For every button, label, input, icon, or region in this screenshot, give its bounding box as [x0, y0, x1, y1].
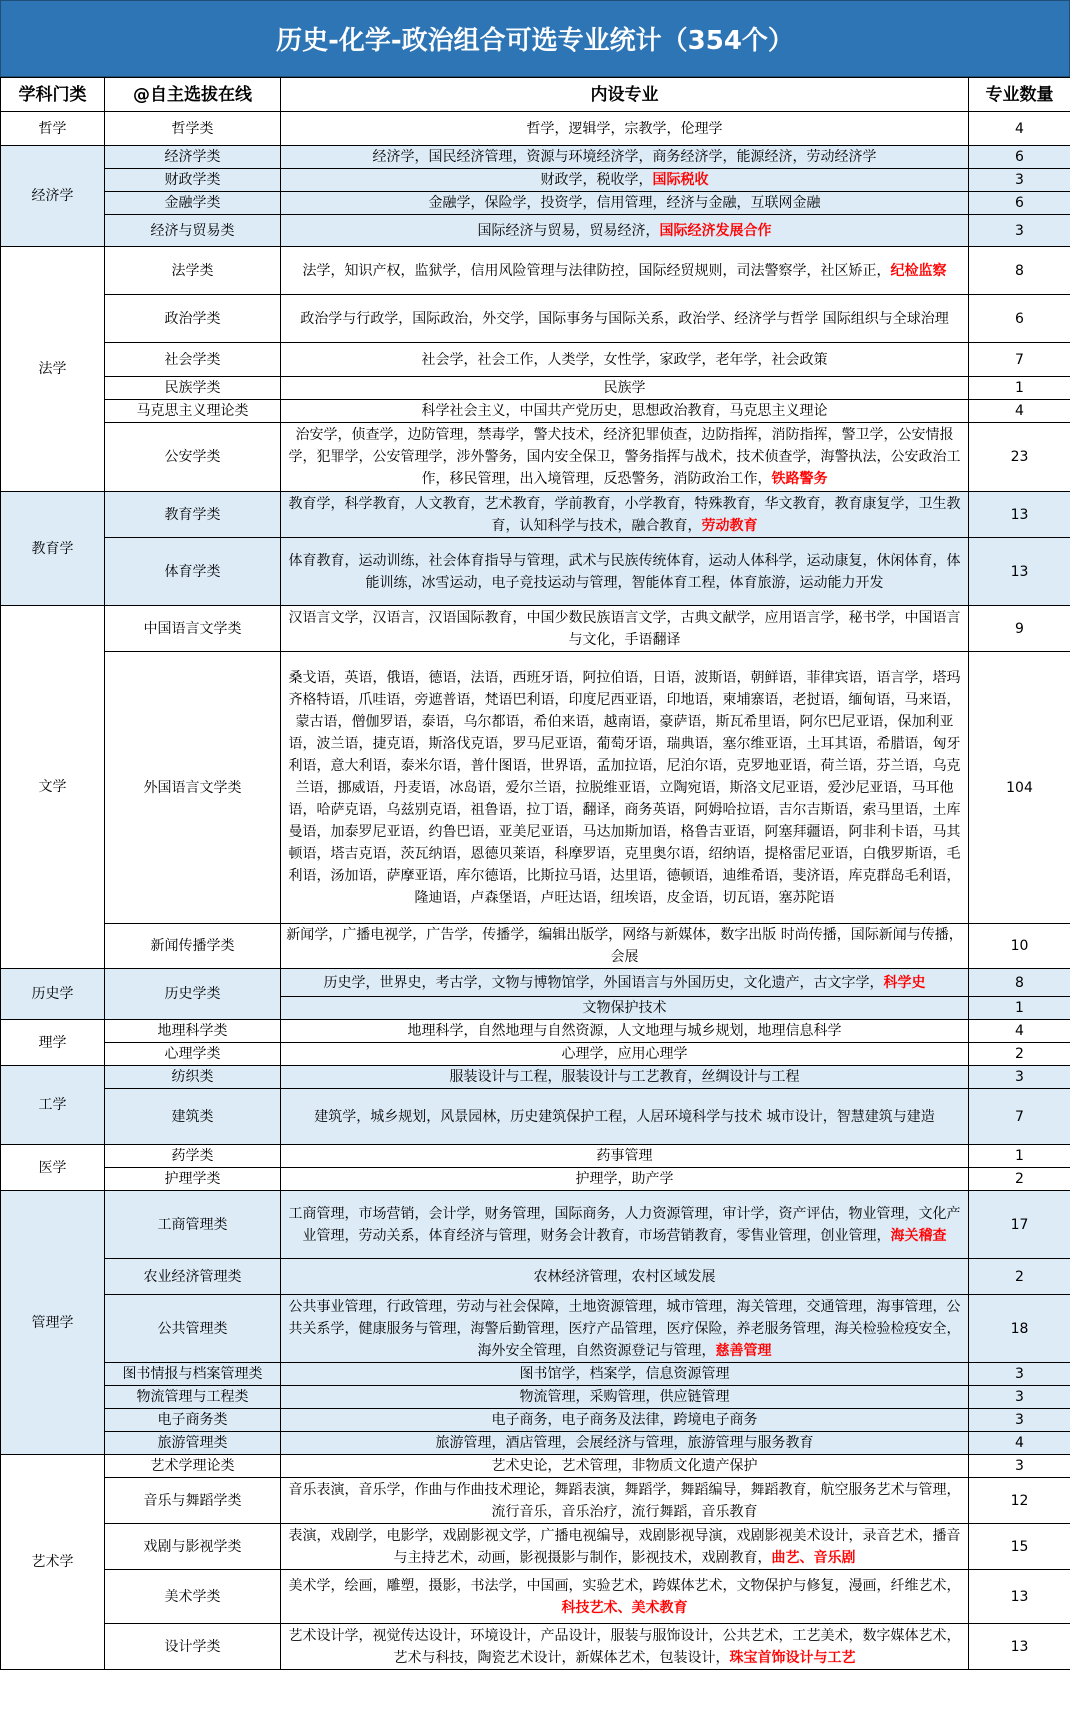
majors-text: 艺术史论，艺术管理，非物质文化遗产保护 [491, 1458, 758, 1474]
majors-cell [281, 1145, 969, 1168]
majors-cell [281, 169, 969, 192]
majors-cell [281, 1386, 969, 1409]
table-row [1, 1020, 1070, 1043]
count-cell: 13 [969, 492, 1070, 538]
count-cell: 12 [969, 1478, 1070, 1524]
subcategory-cell: 社会学类 [105, 343, 281, 377]
majors-text: 教育学，科学教育，人文教育，艺术教育，学前教育，小学教育，特殊教育，华文教育，教育康复学，卫生教育，认知科学与技术，融合教育， [288, 495, 961, 534]
count-cell: 1 [969, 997, 1070, 1020]
majors-cell [281, 924, 969, 969]
count-cell: 13 [969, 1570, 1070, 1624]
subcategory-cell: 财政学类 [105, 169, 281, 192]
header-category: 学科门类 [1, 78, 105, 112]
table-row [1, 1624, 1070, 1670]
table-row [1, 377, 1070, 400]
subcategory-cell: 外国语言文学类 [105, 652, 281, 924]
table-row [1, 969, 1070, 997]
majors-text: 文物保护技术 [582, 1000, 667, 1016]
majors-text: 图书馆学，档案学，信息资源管理 [519, 1366, 730, 1382]
highlighted-major: 纪检监察 [890, 262, 947, 279]
majors-text: 金融学，保险学，投资学，信用管理，经济与金融，互联网金融 [428, 195, 821, 211]
header-majors: 内设专业 [281, 78, 969, 112]
count-cell: 104 [969, 652, 1070, 924]
highlighted-major: 科学史 [883, 974, 926, 991]
category-cell: 理学 [1, 1020, 105, 1066]
subcategory-cell: 经济学类 [105, 146, 281, 169]
subcategory-cell: 建筑类 [105, 1089, 281, 1145]
majors-cell [281, 1524, 969, 1570]
majors-cell [281, 492, 969, 538]
subcategory-cell: 图书情报与档案管理类 [105, 1363, 281, 1386]
table-row [1, 1295, 1070, 1363]
majors-text: 农林经济管理，农村区域发展 [533, 1268, 716, 1285]
subcategory-cell: 纺织类 [105, 1066, 281, 1089]
table-row [1, 1168, 1070, 1191]
majors-text: 治安学，侦查学，边防管理，禁毒学，警犬技术，经济犯罪侦查，边防指挥，消防指挥，警卫学，公安情报学，犯罪学，公安管理学，涉外警务，国内安全保卫，警务指挥与战术，技术侦查学，海警执法，公安政治工作，移民管理，出入境管理，反恐警务，消防政治工作， [288, 427, 961, 487]
majors-text: 服装设计与工程，服装设计与工艺教育，丝绸设计与工程 [449, 1069, 800, 1085]
majors-cell [281, 146, 969, 169]
subcategory-cell: 教育学类 [105, 492, 281, 538]
table-row [1, 538, 1070, 606]
count-cell: 4 [969, 1432, 1070, 1455]
table-row [1, 192, 1070, 215]
subcategory-cell: 马克思主义理论类 [105, 400, 281, 423]
majors-cell [281, 247, 969, 295]
table-row [1, 1386, 1070, 1409]
majors-text: 电子商务，电子商务及法律，跨境电子商务 [491, 1412, 758, 1428]
category-cell: 法学 [1, 247, 105, 492]
subcategory-cell: 公安学类 [105, 423, 281, 492]
subcategory-cell: 经济与贸易类 [105, 215, 281, 247]
count-cell: 2 [969, 1168, 1070, 1191]
majors-text: 旅游管理，酒店管理，会展经济与管理，旅游管理与服务教育 [435, 1435, 814, 1451]
subcategory-cell: 设计学类 [105, 1624, 281, 1670]
table-row [1, 924, 1070, 969]
majors-text: 国际经济与贸易，贸易经济， [477, 222, 660, 239]
count-cell: 7 [969, 343, 1070, 377]
subcategory-cell: 电子商务类 [105, 1409, 281, 1432]
majors-text: 汉语言文学，汉语言，汉语国际教育，中国少数民族语言文学，古典文献学，应用语言学，秘书学，中国语言与文化，手语翻译 [288, 609, 961, 648]
subcategory-cell: 艺术学理论类 [105, 1455, 281, 1478]
majors-text: 护理学，助产学 [575, 1171, 674, 1187]
majors-text: 工商管理，市场营销，会计学，财务管理，国际商务，人力资源管理，审计学，资产评估，物业管理，文化产业管理，劳动关系，体育经济与管理，财务会计教育，市场营销教育，零售业管理，创业管理， [288, 1205, 961, 1244]
count-cell: 13 [969, 1624, 1070, 1670]
subcategory-cell: 护理学类 [105, 1168, 281, 1191]
majors-cell [281, 606, 969, 652]
category-cell: 哲学 [1, 112, 105, 146]
major-table [0, 77, 1070, 1670]
count-cell: 1 [969, 377, 1070, 400]
table-body [1, 112, 1070, 1670]
majors-cell [281, 1043, 969, 1066]
majors-cell [281, 423, 969, 492]
count-cell: 3 [969, 1455, 1070, 1478]
count-cell: 2 [969, 1043, 1070, 1066]
count-cell: 8 [969, 247, 1070, 295]
majors-text: 政治学与行政学，国际政治，外交学，国际事务与国际关系，政治学、经济学与哲学 国际组织与全球治理 [300, 310, 949, 327]
highlighted-major: 铁路警务 [771, 471, 828, 487]
highlighted-major: 曲艺、音乐剧 [771, 1549, 856, 1566]
subcategory-cell: 体育学类 [105, 538, 281, 606]
majors-text: 经济学，国民经济管理，资源与环境经济学，商务经济学，能源经济，劳动经济学 [372, 149, 877, 165]
subcategory-cell: 金融学类 [105, 192, 281, 215]
category-cell: 文学 [1, 606, 105, 969]
majors-text: 体育教育，运动训练，社会体育指导与管理，武术与民族传统体育，运动人体科学，运动康复，休闲体育，体能训练，冰雪运动，电子竞技运动与管理，智能体育工程，体育旅游，运动能力开发 [288, 552, 961, 591]
majors-cell [281, 969, 969, 997]
majors-text: 社会学，社会工作，人类学，女性学，家政学，老年学，社会政策 [421, 351, 828, 368]
table-row [1, 247, 1070, 295]
table-header-row [1, 78, 1070, 112]
majors-cell [281, 652, 969, 924]
table-row [1, 400, 1070, 423]
table-row [1, 1089, 1070, 1145]
subcategory-cell: 工商管理类 [105, 1191, 281, 1259]
majors-text: 科学社会主义，中国共产党历史，思想政治教育，马克思主义理论 [421, 403, 828, 419]
subcategory-cell: 法学类 [105, 247, 281, 295]
count-cell: 6 [969, 192, 1070, 215]
category-cell: 教育学 [1, 492, 105, 606]
category-cell: 历史学 [1, 969, 105, 1020]
majors-cell [281, 400, 969, 423]
count-cell: 13 [969, 538, 1070, 606]
subcategory-cell: 音乐与舞蹈学类 [105, 1478, 281, 1524]
majors-cell [281, 1624, 969, 1670]
highlighted-major: 海关稽查 [890, 1227, 947, 1244]
table-row [1, 1066, 1070, 1089]
majors-text: 美术学，绘画，雕塑，摄影，书法学，中国画，实验艺术，跨媒体艺术，文物保护与修复，漫画，纤维艺术， [288, 1577, 961, 1594]
table-row [1, 295, 1070, 343]
majors-text: 新闻学，广播电视学，广告学，传播学，编辑出版学，网络与新媒体，数字出版 时尚传播，国际新闻与传播，会展 [286, 927, 963, 965]
majors-cell [281, 1168, 969, 1191]
majors-text: 艺术设计学，视觉传达设计，环境设计，产品设计，服装与服饰设计，公共艺术，工艺美术，数字媒体艺术，艺术与科技，陶瓷艺术设计，新媒体艺术，包装设计， [288, 1627, 961, 1666]
highlighted-major: 珠宝首饰设计与工艺 [729, 1649, 856, 1666]
majors-cell [281, 343, 969, 377]
count-cell: 3 [969, 169, 1070, 192]
majors-cell [281, 1259, 969, 1295]
count-cell: 3 [969, 1409, 1070, 1432]
majors-text: 心理学，应用心理学 [561, 1046, 688, 1062]
majors-cell [281, 1409, 969, 1432]
table-row [1, 492, 1070, 538]
highlighted-major: 劳动教育 [701, 517, 758, 534]
table-row [1, 1363, 1070, 1386]
highlighted-major: 国际税收 [652, 172, 709, 188]
subcategory-cell: 药学类 [105, 1145, 281, 1168]
majors-text: 桑戈语，英语，俄语，德语，法语，西班牙语，阿拉伯语，日语，波斯语，朝鲜语，菲律宾语，语言学，塔玛齐格特语，爪哇语，旁遮普语，梵语巴利语，印度尼西亚语，印地语，柬埔寨语，老挝语，缅甸语，马来语，蒙古语，僧伽罗语，泰语，乌尔都语，希伯来语，越南语，豪萨语，斯瓦希里语，阿尔巴尼亚语，保加利亚语，波兰语，捷克语，斯洛伐克语，罗马尼亚语，葡萄牙语，瑞典语，塞尔维亚语，土耳其语，希腊语，匈牙利语，意大利语，泰米尔语，普什图语，世界语，孟加拉语，尼泊尔语，克罗地亚语，荷兰语，芬兰语，乌克兰语，挪威语，丹麦语，冰岛语，爱尔兰语，拉脱维亚语，立陶宛语，斯洛文尼亚语，爱沙尼亚语，马耳他语，哈萨克语，乌兹别克语，祖鲁语，拉丁语，翻译，商务英语，阿姆哈拉语，吉尔吉斯语，索马里语，土库曼语，加泰罗尼亚语，约鲁巴语，亚美尼亚语，马达加斯加语，格鲁吉亚语，阿塞拜疆语，阿非利卡语，马其顿语，塔吉克语，茨瓦纳语，恩德贝莱语，科摩罗语，克里奥尔语，绍纳语，提格雷尼亚语，白俄罗斯语，毛利语，汤加语，萨摩亚语，库尔德语，比斯拉马语，达里语，德顿语，迪维希语，斐济语，库克群岛毛利语，隆迪语，卢森堡语，卢旺达语，纽埃语，皮金语，切瓦语，塞苏陀语 [288, 669, 961, 906]
count-cell: 3 [969, 1066, 1070, 1089]
count-cell: 4 [969, 112, 1070, 146]
table-row [1, 1455, 1070, 1478]
count-cell: 3 [969, 215, 1070, 247]
count-cell: 6 [969, 295, 1070, 343]
count-cell: 10 [969, 924, 1070, 969]
page-title: 历史-化学-政治组合可选专业统计（354个） [0, 0, 1070, 77]
category-cell: 经济学 [1, 146, 105, 247]
subcategory-cell: 物流管理与工程类 [105, 1386, 281, 1409]
majors-cell [281, 1570, 969, 1624]
majors-cell [281, 192, 969, 215]
majors-cell [281, 1432, 969, 1455]
table-row [1, 112, 1070, 146]
table-row [1, 1478, 1070, 1524]
category-cell: 工学 [1, 1066, 105, 1145]
category-cell: 医学 [1, 1145, 105, 1191]
table-row [1, 1259, 1070, 1295]
highlighted-major: 慈善管理 [715, 1342, 772, 1359]
majors-text: 表演，戏剧学，电影学，戏剧影视文学，广播电视编导，戏剧影视导演，戏剧影视美术设计，录音艺术，播音与主持艺术，动画，影视摄影与制作，影视技术，戏剧教育， [288, 1527, 961, 1566]
count-cell: 6 [969, 146, 1070, 169]
table-row [1, 423, 1070, 492]
subcategory-cell: 新闻传播学类 [105, 924, 281, 969]
subcategory-cell: 地理科学类 [105, 1020, 281, 1043]
majors-cell [281, 1455, 969, 1478]
majors-cell [281, 997, 969, 1020]
majors-cell [281, 215, 969, 247]
subcategory-cell: 旅游管理类 [105, 1432, 281, 1455]
majors-text: 音乐表演，音乐学，作曲与作曲技术理论，舞蹈表演，舞蹈学，舞蹈编导，舞蹈教育，航空服务艺术与管理，流行音乐，音乐治疗，流行舞蹈，音乐教育 [288, 1481, 961, 1520]
majors-cell [281, 1020, 969, 1043]
majors-cell [281, 1089, 969, 1145]
majors-cell [281, 1191, 969, 1259]
table-row [1, 1524, 1070, 1570]
subcategory-cell: 中国语言文学类 [105, 606, 281, 652]
table-row [1, 1191, 1070, 1259]
table-row [1, 1432, 1070, 1455]
subcategory-cell: 政治学类 [105, 295, 281, 343]
category-cell: 管理学 [1, 1191, 105, 1455]
table-row [1, 1145, 1070, 1168]
majors-cell [281, 1363, 969, 1386]
majors-text: 公共事业管理，行政管理，劳动与社会保障，土地资源管理，城市管理，海关管理，交通管理，海事管理，公共关系学，健康服务与管理，海警后勤管理，医疗产品管理，医疗保险，养老服务管理，海关检验检疫安全，海外安全管理，自然资源登记与管理， [288, 1298, 961, 1359]
subcategory-cell: 公共管理类 [105, 1295, 281, 1363]
count-cell: 1 [969, 1145, 1070, 1168]
count-cell: 2 [969, 1259, 1070, 1295]
majors-text: 财政学，税收学， [540, 172, 653, 188]
majors-text: 历史学，世界史，考古学，文物与博物馆学，外国语言与外国历史，文化遗产，古文字学， [323, 974, 884, 991]
count-cell: 9 [969, 606, 1070, 652]
majors-text: 药事管理 [596, 1148, 653, 1164]
majors-cell [281, 1478, 969, 1524]
table-row [1, 215, 1070, 247]
subcategory-cell: 戏剧与影视学类 [105, 1524, 281, 1570]
count-cell: 8 [969, 969, 1070, 997]
table-row [1, 606, 1070, 652]
count-cell: 3 [969, 1363, 1070, 1386]
header-count: 专业数量 [969, 78, 1070, 112]
highlighted-major: 科技艺术、美术教育 [561, 1599, 688, 1616]
count-cell: 23 [969, 423, 1070, 492]
majors-text: 物流管理，采购管理，供应链管理 [519, 1389, 730, 1405]
count-cell: 18 [969, 1295, 1070, 1363]
subcategory-cell: 历史学类 [105, 969, 281, 1020]
majors-cell [281, 538, 969, 606]
majors-cell [281, 112, 969, 146]
table-row [1, 652, 1070, 924]
table-row [1, 343, 1070, 377]
subcategory-cell: 农业经济管理类 [105, 1259, 281, 1295]
majors-text: 法学，知识产权，监狱学，信用风险管理与法律防控，国际经贸规则，司法警察学，社区矫正， [302, 262, 891, 279]
majors-text: 哲学，逻辑学，宗教学，伦理学 [526, 120, 723, 137]
majors-text: 地理科学，自然地理与自然资源，人文地理与城乡规划，地理信息科学 [407, 1023, 842, 1039]
table-row [1, 1570, 1070, 1624]
count-cell: 17 [969, 1191, 1070, 1259]
majors-text: 建筑学，城乡规划，风景园林，历史建筑保护工程，人居环境科学与技术 城市设计，智慧建筑与建造 [314, 1108, 935, 1125]
majors-cell [281, 377, 969, 400]
count-cell: 15 [969, 1524, 1070, 1570]
subcategory-cell: 美术学类 [105, 1570, 281, 1624]
subcategory-cell: 心理学类 [105, 1043, 281, 1066]
highlighted-major: 国际经济发展合作 [659, 222, 772, 239]
category-cell: 艺术学 [1, 1455, 105, 1670]
count-cell: 4 [969, 1020, 1070, 1043]
table-row [1, 169, 1070, 192]
table-row [1, 1409, 1070, 1432]
majors-cell [281, 1295, 969, 1363]
header-subcategory: @自主选拔在线 [105, 78, 281, 112]
subcategory-cell: 哲学类 [105, 112, 281, 146]
majors-cell [281, 1066, 969, 1089]
count-cell: 7 [969, 1089, 1070, 1145]
count-cell: 4 [969, 400, 1070, 423]
subcategory-cell: 民族学类 [105, 377, 281, 400]
table-row [1, 1043, 1070, 1066]
majors-text: 民族学 [603, 380, 646, 396]
count-cell: 3 [969, 1386, 1070, 1409]
majors-cell [281, 295, 969, 343]
table-row [1, 146, 1070, 169]
